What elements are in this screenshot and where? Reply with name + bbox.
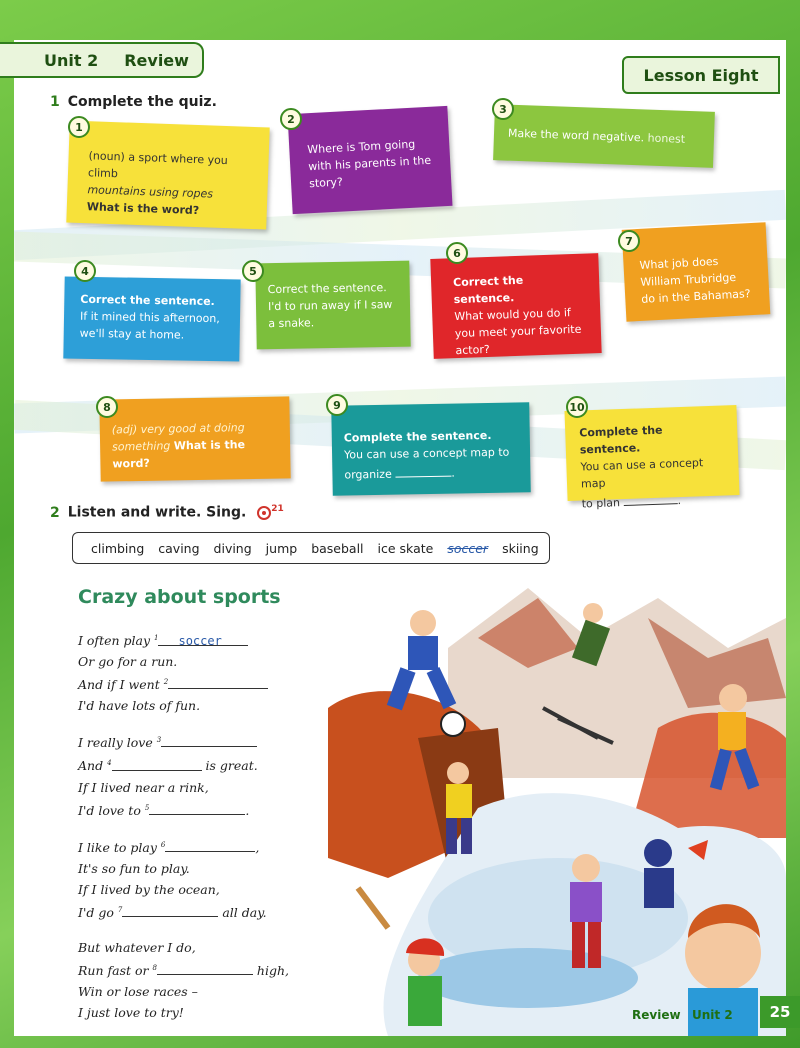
song-title: Crazy about sports (78, 586, 281, 608)
answer-blank-4[interactable] (112, 756, 202, 771)
card-number-badge: 8 (96, 396, 118, 418)
quiz-card-7 (622, 222, 771, 321)
card-text: Correct the sentence. (80, 292, 215, 309)
answer-blank-5[interactable] (149, 800, 245, 815)
answer-blank-8[interactable] (157, 960, 253, 975)
card-text: You can use a concept map (580, 456, 704, 491)
quiz-card-10 (564, 405, 739, 511)
lyric-line: If I lived by the ocean, (78, 881, 220, 897)
card-word: honest (647, 131, 686, 146)
section-label: Review (124, 50, 189, 70)
quiz-card-5 (255, 261, 410, 350)
quiz-card-8 (99, 396, 290, 481)
card-text: What would you do if (454, 306, 571, 324)
card-text: organize (344, 467, 392, 482)
card-text: Correct the sentence. (452, 273, 524, 307)
lyric-line: all day. (222, 905, 267, 921)
card-text: something (112, 439, 171, 454)
quiz-card-9 (331, 402, 531, 495)
lyric-line: Or go for a run. (78, 654, 178, 670)
card-question: What is the word? (112, 438, 246, 471)
lyric-line: I'd go (78, 905, 114, 921)
card-text: . (451, 466, 455, 480)
card-number-badge: 3 (492, 98, 514, 120)
answer-blank[interactable] (623, 489, 677, 506)
sports-illustration (328, 578, 786, 1036)
lyric-line: . (245, 802, 250, 818)
card-text: (noun) a sport where you climb (87, 149, 229, 181)
card-text: do in the Bahamas? (641, 287, 751, 306)
lyric-line: Win or lose races – (78, 984, 198, 1000)
word-bank-item: jump (265, 540, 298, 556)
card-number-badge: 9 (326, 394, 348, 416)
lyric-line: I really love (78, 735, 153, 751)
card-text: Make the word negative. (507, 126, 645, 145)
answer-blank-1[interactable]: soccer (158, 631, 248, 646)
lyric-line: I just love to try! (78, 1005, 184, 1021)
exercise-instruction: Complete the quiz. (67, 94, 217, 110)
unit-label: Unit 2 (44, 50, 99, 70)
lyric-line: But whatever I do, (78, 940, 196, 956)
card-number-badge: 5 (242, 260, 264, 282)
quiz-card-6 (430, 253, 601, 359)
unit-tab (0, 42, 204, 78)
audio-cd-icon[interactable] (257, 506, 271, 520)
stanza-1: I often play $^1$ soccer Or go for a run. And if I went $^2$ I'd have lots of fun. (78, 628, 318, 716)
page-number: 25 (760, 996, 800, 1028)
song-lyrics (78, 628, 318, 1037)
footer-unit: Unit 2 (692, 1008, 733, 1022)
card-text: Where is Tom going (307, 137, 416, 157)
card-text: we'll stay at home. (79, 326, 185, 342)
card-question: What is the word? (86, 200, 200, 218)
exercise-1-heading (50, 94, 217, 110)
lyric-line: And (78, 758, 104, 774)
card-text: Complete the sentence. (579, 423, 663, 457)
card-text: a snake. (268, 316, 315, 331)
lesson-tab: Lesson Eight (622, 56, 780, 94)
quiz-card-4 (63, 276, 240, 361)
lyric-line: Run fast or (78, 963, 149, 979)
card-text: I'd to run away if I saw (267, 297, 393, 314)
card-text: . (677, 494, 682, 508)
card-text: mountains using ropes (87, 183, 214, 201)
lyric-line: If I lived near a rink, (78, 779, 209, 795)
card-number-badge: 6 (446, 242, 468, 264)
word-bank-item: diving (213, 540, 252, 556)
lyric-line: I'd love to (78, 802, 141, 818)
quiz-card-3 (493, 104, 715, 168)
card-text: actor? (455, 342, 490, 358)
exercise-number: 1 (50, 94, 60, 110)
stanza-2: I really love $^3$ And $^4$ is great. If I lived near a rink, I'd love to $^5$ . (78, 730, 318, 820)
card-text: Correct the sentence. (267, 281, 387, 297)
stanza-3: I like to play $^6$ , It's so fun to play. If I lived by the ocean, I'd go $^7$ all day. (78, 835, 318, 923)
lyric-line: I like to play (78, 839, 157, 855)
card-text: you meet your favorite (454, 322, 582, 341)
track-number: 21 (271, 504, 284, 514)
answer-blank-7[interactable] (122, 902, 218, 917)
word-bank-item: climbing (91, 540, 145, 556)
card-text: with his parents in the (307, 153, 432, 174)
card-text: (adj) very good at doing (111, 421, 245, 437)
card-text: story? (308, 175, 344, 191)
card-number-badge: 2 (280, 108, 302, 130)
answer-blank-3[interactable] (161, 732, 257, 747)
lyric-line: is great. (205, 758, 258, 774)
card-text: Complete the sentence. (343, 428, 492, 445)
answer-blank[interactable] (395, 462, 451, 478)
exercise-instruction: Listen and write. Sing. (67, 504, 247, 521)
word-bank (72, 532, 550, 564)
card-number-badge: 10 (566, 396, 588, 418)
lyric-line: I'd have lots of fun. (78, 698, 201, 714)
stanza-4: But whatever I do, Run fast or $^8$ high, Win or lose races – I just love to try! (78, 937, 318, 1023)
quiz-card-1 (66, 121, 269, 230)
lyric-line: I often play (78, 633, 151, 649)
card-number-badge: 4 (74, 260, 96, 282)
card-text: to plan (581, 496, 621, 511)
card-text: What job does (639, 254, 719, 272)
lyric-line: , (255, 839, 260, 855)
card-text: If it mined this afternoon, (79, 309, 220, 326)
lyric-line: high, (256, 963, 289, 979)
answer-blank-2[interactable] (168, 674, 268, 689)
exercise-number: 2 (50, 504, 60, 521)
lyric-line: And if I went (78, 677, 160, 693)
quiz-card-2 (287, 106, 452, 214)
card-text: You can use a concept map to (343, 445, 510, 462)
answer-blank-6[interactable] (165, 837, 255, 852)
card-number-badge: 1 (68, 116, 90, 138)
word-bank-item: ice skate (377, 540, 434, 556)
word-bank-item: baseball (311, 540, 364, 556)
lyric-line: It's so fun to play. (78, 860, 190, 876)
word-bank-item: skiing (502, 540, 539, 556)
word-bank-item: caving (158, 540, 200, 556)
card-text: William Trubridge (640, 270, 737, 289)
card-number-badge: 7 (618, 230, 640, 252)
word-bank-item-used: soccer (447, 540, 489, 556)
exercise-2-heading (50, 504, 284, 521)
footer-section: Review (632, 1008, 681, 1022)
